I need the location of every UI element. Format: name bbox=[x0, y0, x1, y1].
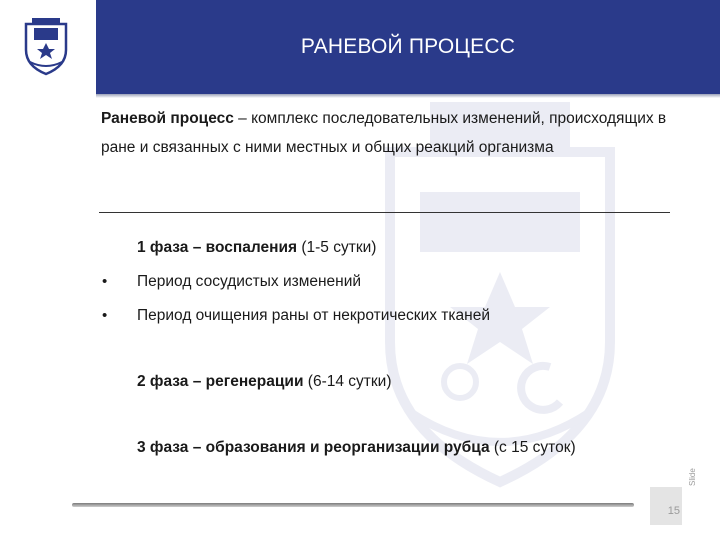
footer-line bbox=[72, 503, 634, 507]
divider bbox=[99, 212, 670, 213]
phase-2-detail: (6-14 сутки) bbox=[303, 373, 392, 390]
definition-term: Раневой процесс bbox=[101, 110, 234, 127]
crest-icon bbox=[20, 16, 72, 76]
phase-1-item: Период сосудистых изменений bbox=[137, 273, 362, 290]
phase-2-title: 2 фаза – регенерации bbox=[137, 373, 304, 390]
phase-3-detail: (с 15 суток) bbox=[489, 439, 576, 456]
university-logo bbox=[0, 0, 92, 94]
bullet-icon: • bbox=[102, 273, 108, 290]
phase-3-title: 3 фаза – образования и реорганизации рубца bbox=[137, 439, 490, 456]
phase-1-item: Период очищения раны от некротических тканей bbox=[137, 307, 490, 324]
phase-2-heading bbox=[137, 372, 391, 392]
phase-1-heading bbox=[137, 238, 376, 258]
slide-label: Slide bbox=[688, 468, 697, 486]
definition-paragraph bbox=[101, 104, 691, 162]
bullet-icon: • bbox=[102, 307, 108, 324]
phase-1-detail: (1-5 сутки) bbox=[297, 239, 377, 256]
definition-text: – комплекс последовательных изменений, происходящих в ране и связанных с ними местных и общих реакций организма bbox=[101, 110, 667, 156]
slide-title: РАНЕВОЙ ПРОЦЕСС bbox=[300, 35, 516, 58]
phase-3-heading bbox=[137, 438, 576, 458]
phase-1-title: 1 фаза – воспаления bbox=[137, 239, 298, 256]
page-number: 15 bbox=[667, 505, 680, 517]
